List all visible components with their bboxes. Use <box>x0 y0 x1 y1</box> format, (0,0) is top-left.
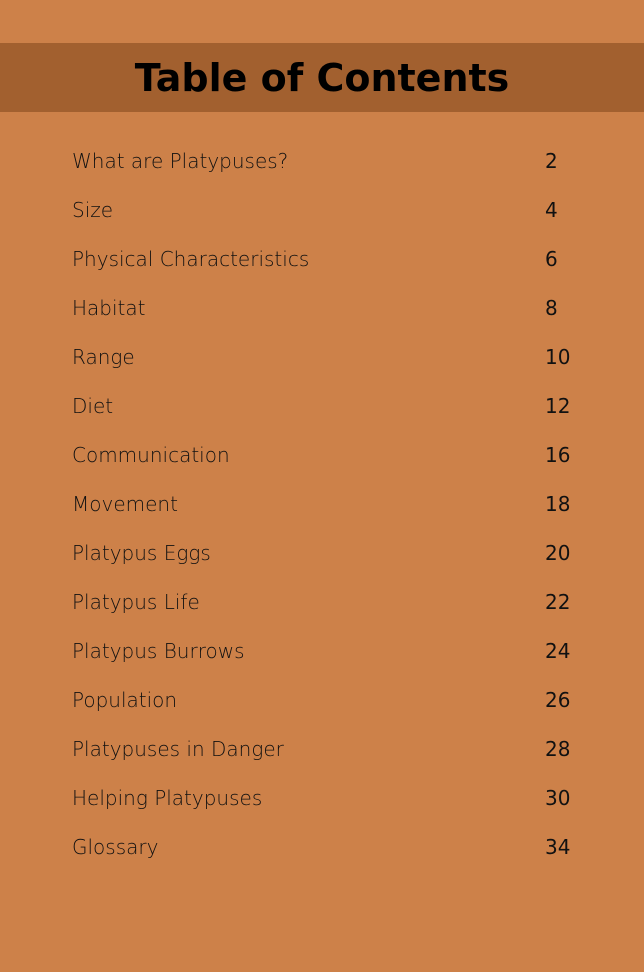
toc-entry[interactable] <box>72 636 572 685</box>
toc-entry-page: 24 <box>545 639 571 663</box>
toc-entry-label: Platypus Life <box>72 590 200 614</box>
toc-entry-page: 30 <box>545 786 571 810</box>
toc-entry-label: Diet <box>72 394 114 418</box>
toc-entry-label: Communication <box>72 443 230 467</box>
toc-entry-page: 12 <box>545 394 571 418</box>
toc-entry-label: Movement <box>72 492 178 516</box>
toc-entry[interactable] <box>72 342 572 391</box>
page-title: Table of Contents <box>134 55 510 100</box>
toc-entry-page: 2 <box>545 149 558 173</box>
toc-entry[interactable] <box>72 685 572 734</box>
toc-entry[interactable] <box>72 587 572 636</box>
toc-entry-label: Physical Characteristics <box>72 247 310 271</box>
toc-entry-page: 4 <box>545 198 558 222</box>
toc-entry-page: 26 <box>545 688 571 712</box>
toc-entry-page: 16 <box>545 443 571 467</box>
toc-entry-page: 20 <box>545 541 571 565</box>
toc-entry-label: Population <box>72 688 178 712</box>
toc-entry[interactable] <box>72 783 572 832</box>
toc-entry-page: 10 <box>545 345 571 369</box>
toc-entry-label: Glossary <box>72 835 159 859</box>
toc-entry[interactable] <box>72 489 572 538</box>
toc-entry-page: 18 <box>545 492 571 516</box>
toc-entry-label: Platypuses in Danger <box>72 737 284 761</box>
toc-entry-page: 34 <box>545 835 571 859</box>
toc-entry[interactable] <box>72 538 572 587</box>
toc-entry-page: 28 <box>545 737 571 761</box>
toc-entry-label: Platypus Burrows <box>72 639 245 663</box>
toc-entry-label: Platypus Eggs <box>72 541 211 565</box>
toc-entry-label: Habitat <box>72 296 146 320</box>
toc-entry[interactable] <box>72 293 572 342</box>
toc-list <box>72 146 572 881</box>
toc-entry[interactable] <box>72 195 572 244</box>
toc-entry[interactable] <box>72 391 572 440</box>
title-banner <box>0 43 644 112</box>
toc-entry[interactable] <box>72 244 572 293</box>
toc-entry-label: What are Platypuses? <box>72 149 289 173</box>
toc-entry-label: Helping Platypuses <box>72 786 263 810</box>
toc-entry-page: 6 <box>545 247 558 271</box>
toc-entry-label: Size <box>72 198 114 222</box>
toc-entry[interactable] <box>72 832 572 881</box>
toc-entry[interactable] <box>72 734 572 783</box>
toc-entry-page: 8 <box>545 296 558 320</box>
toc-entry-label: Range <box>72 345 135 369</box>
toc-entry[interactable] <box>72 440 572 489</box>
toc-entry-page: 22 <box>545 590 571 614</box>
toc-entry[interactable] <box>72 146 572 195</box>
